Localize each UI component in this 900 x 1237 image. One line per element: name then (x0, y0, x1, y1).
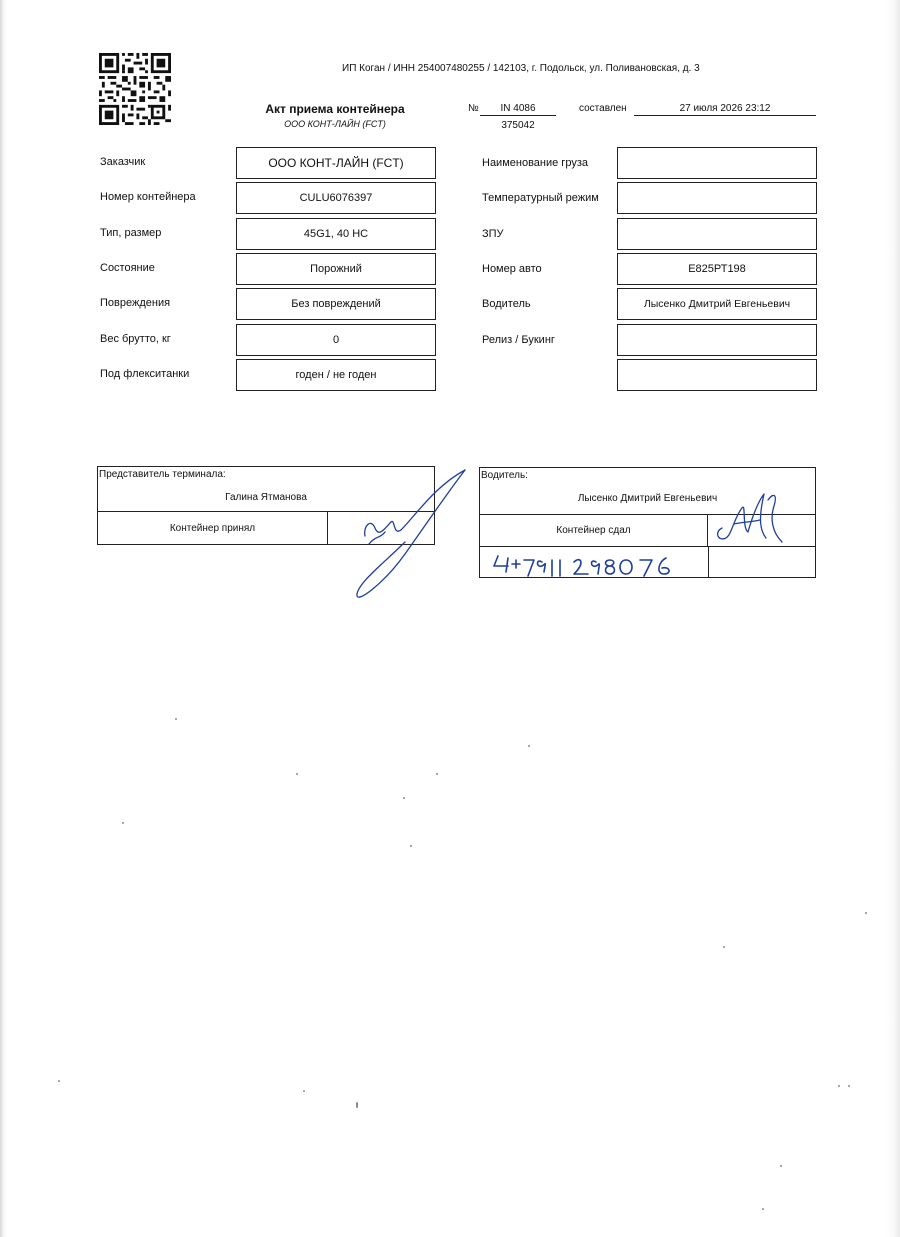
date-label: составлен (579, 103, 627, 114)
field-value-customer: ООО КОНТ-ЛАЙН (FCT) (236, 147, 436, 179)
qr-code-icon (99, 53, 171, 125)
field-label-temperature: Температурный режим (482, 192, 599, 204)
field-value-container-number: CULU6076397 (236, 182, 436, 214)
driver-name: Лысенко Дмитрий Евгеньевич (577, 493, 718, 504)
field-label-container-number: Номер контейнера (100, 191, 196, 203)
field-value-type-size: 45G1, 40 HC (236, 218, 436, 250)
field-value-condition: Порожний (236, 253, 436, 285)
driver-signature-icon (712, 488, 792, 548)
field-label-gross-weight: Вес брутто, кг (100, 333, 171, 345)
terminal-signature-icon (345, 466, 475, 606)
field-value-driver: Лысенко Дмитрий Евгеньевич (617, 288, 817, 320)
terminal-block-title: Представитель терминала: (99, 469, 226, 480)
scan-edge-left (0, 0, 7, 1237)
driver-divider-3 (708, 546, 709, 577)
document-subtitle: ООО КОНТ-ЛАЙН (FCT) (284, 119, 386, 129)
act-number: IN 4086 (480, 103, 556, 116)
terminal-representative-name: Галина Ятманова (225, 492, 307, 503)
field-label-cargo-name: Наименование груза (482, 157, 588, 169)
field-value-extra (617, 359, 817, 391)
field-label-flexitank: Под флекситанки (100, 368, 190, 380)
handwritten-phone (484, 550, 704, 582)
field-label-release-booking: Релиз / Букинг (482, 334, 555, 346)
field-value-release-booking (617, 324, 817, 356)
field-value-damage: Без повреждений (236, 288, 436, 320)
field-label-vehicle-number: Номер авто (482, 263, 542, 275)
field-value-cargo-name (617, 147, 817, 179)
field-label-driver: Водитель (482, 298, 531, 310)
field-value-vehicle-number: Е825РТ198 (617, 253, 817, 285)
field-label-condition: Состояние (100, 262, 155, 274)
field-value-temperature (617, 182, 817, 214)
driver-action-cell: Контейнер сдал (480, 515, 708, 546)
field-value-flexitank: годен / не годен (236, 359, 436, 391)
field-label-damage: Повреждения (100, 297, 171, 309)
driver-block-title: Водитель: (481, 470, 528, 481)
terminal-action-cell: Контейнер принял (98, 512, 328, 544)
field-label-customer: Заказчик (100, 156, 146, 168)
field-value-seal (617, 218, 817, 250)
field-label-type-size: Тип, размер (100, 227, 162, 239)
number-label: № (468, 103, 479, 114)
act-sub-number: 375042 (501, 120, 535, 131)
field-label-seal: ЗПУ (482, 228, 504, 240)
document-title: Акт приема контейнера (265, 102, 405, 116)
scan-edge-right (886, 0, 900, 1237)
issuer-line: ИП Коган / ИНН 254007480255 / 142103, г. Подольск, ул. Поливановская, д. 3 (342, 63, 700, 74)
act-date: 27 июля 2026 23:12 (634, 103, 816, 116)
field-value-gross-weight: 0 (236, 324, 436, 356)
